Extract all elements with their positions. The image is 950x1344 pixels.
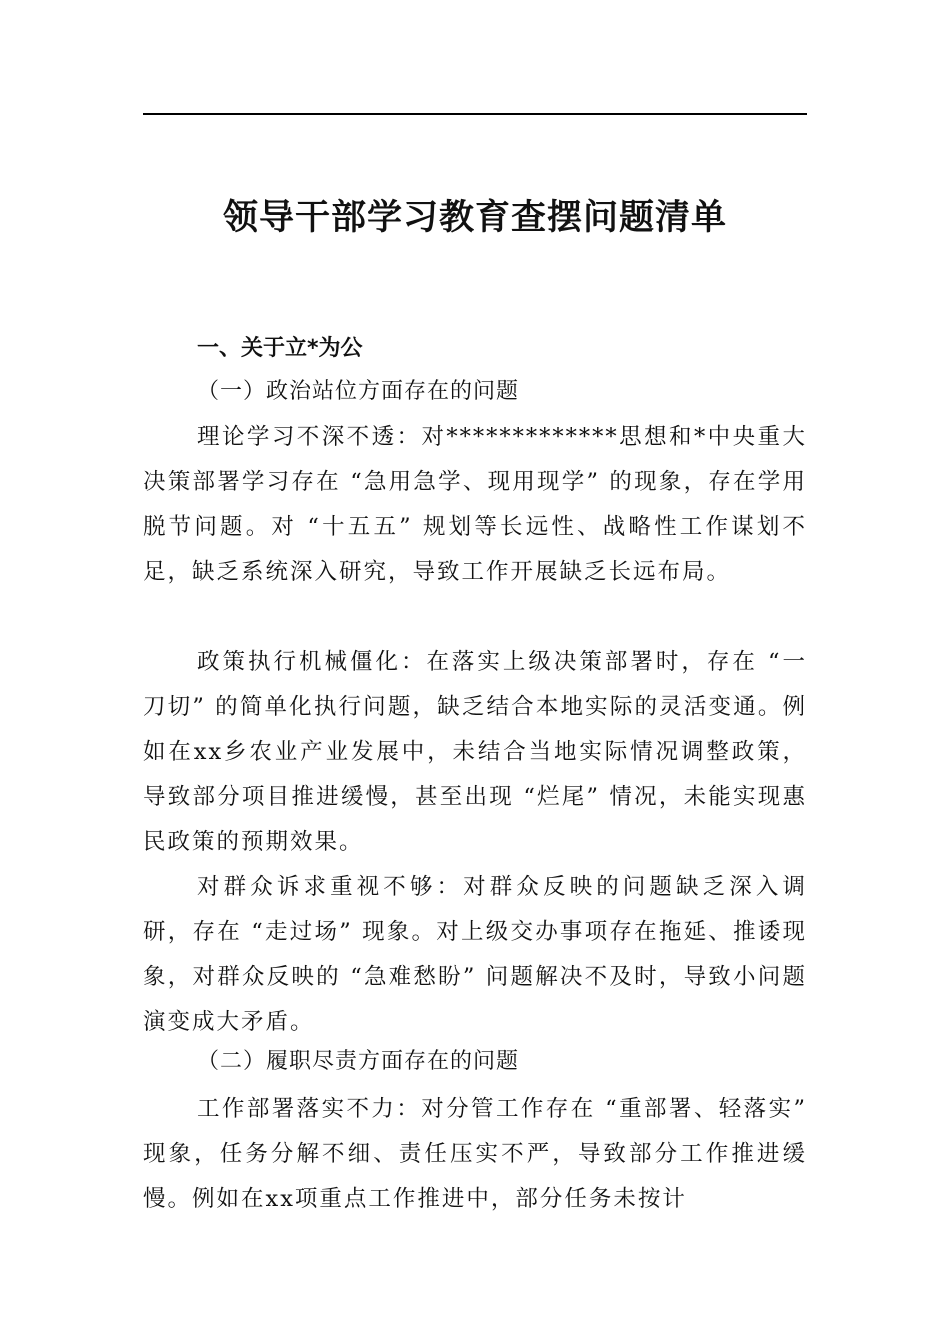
paragraph-policy-execution: 政策执行机械僵化：在落实上级决策部署时，存在 “一刀切” 的简单化执行问题，缺乏结合本地实际的灵活变通。例如在xx乡农业产业发展中，未结合当地实际情况调整政策，导致部分项目推进缓慢，甚至出现 “烂尾” 情况，未能实现惠民政策的预期效果。	[143, 649, 807, 855]
paragraph-work-implementation: 工作部署落实不力：对分管工作存在 “重部署、轻落实” 现象，任务分解不细、责任压实不严，导致部分工作推进缓慢。例如在xx项重点工作推进中，部分任务未按计	[143, 1096, 807, 1212]
sub-heading-political-stance: （一）政治站位方面存在的问题	[197, 379, 520, 404]
document-title: 领导干部学习教育查摆问题清单	[222, 198, 727, 238]
sub-heading-duty-performance: （二）履职尽责方面存在的问题	[197, 1049, 520, 1074]
header-rule	[143, 113, 807, 115]
paragraph-public-appeals: 对群众诉求重视不够：对群众反映的问题缺乏深入调研，存在 “走过场” 现象。对上级交办事项存在拖延、推诿现象，对群众反映的 “急难愁盼” 问题解决不及时，导致小问题演变成大矛盾。	[143, 874, 807, 1035]
paragraph-theory-study: 理论学习不深不透：对*************思想和*中央重大决策部署学习存在 “急用急学、现用现学” 的现象，存在学用脱节问题。对 “十五五” 规划等长远性、战略性工作谋划不足，缺乏系统深入研究，导致工作开展缺乏长远布局。	[143, 424, 807, 585]
section-heading-1: 一、关于立*为公	[197, 336, 363, 361]
